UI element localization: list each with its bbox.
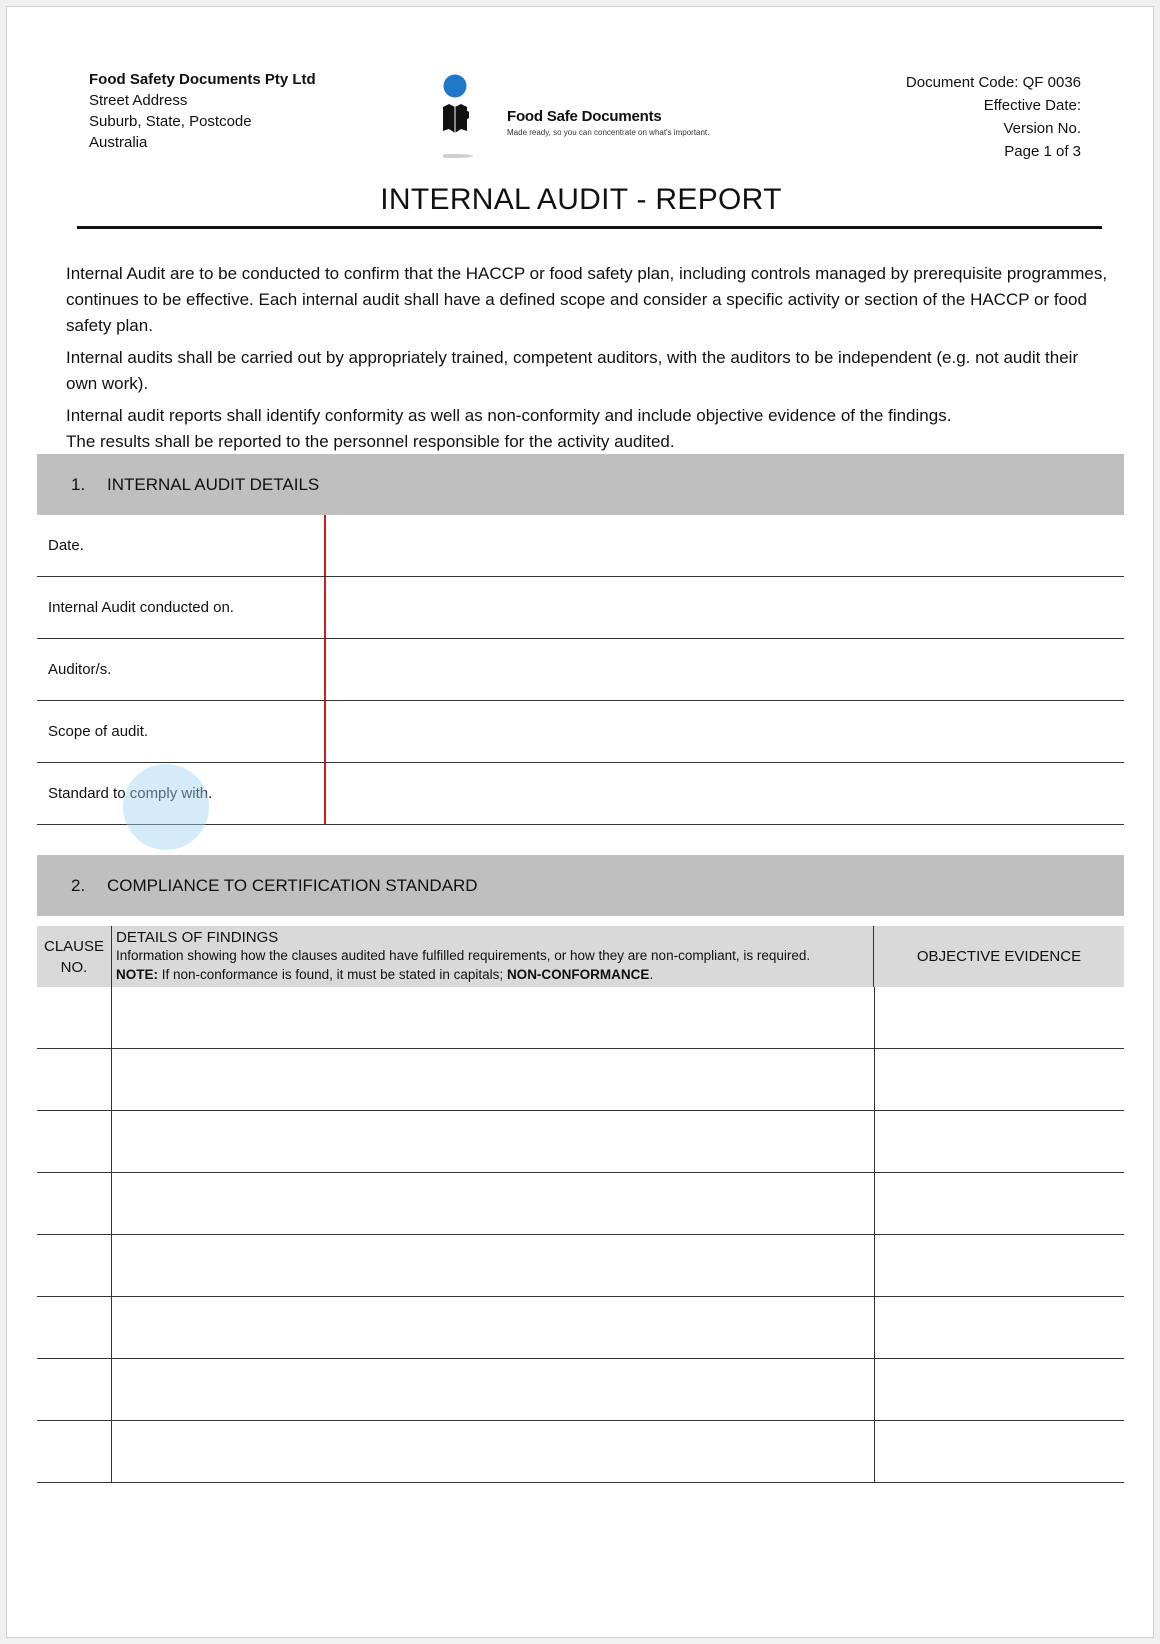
details-label-conducted-on: Internal Audit conducted on. xyxy=(48,599,234,616)
company-address-block xyxy=(89,69,316,153)
logo-brand-text: Food Safe Documents xyxy=(507,108,662,125)
document-page xyxy=(6,6,1154,1638)
company-name: Food Safety Documents Pty Ltd xyxy=(89,71,316,88)
note-label: NOTE: xyxy=(116,966,158,982)
details-label-scope: Scope of audit. xyxy=(48,723,149,740)
note-text: If non-conformance is found, it must be stated in capitals; xyxy=(158,966,507,982)
compliance-row-divider-evidence xyxy=(874,1297,875,1358)
compliance-row-divider-evidence xyxy=(874,1421,875,1482)
compliance-row xyxy=(37,1297,1124,1359)
details-label-auditors: Auditor/s. xyxy=(48,661,112,678)
details-value-auditors[interactable] xyxy=(324,639,326,700)
col-header-clause xyxy=(37,926,111,987)
compliance-row-divider-evidence xyxy=(874,1173,875,1234)
page-number: Page 1 of 3 xyxy=(1004,143,1081,160)
logo-tagline: Made ready, so you can concentrate on what's important. xyxy=(507,128,710,137)
compliance-row xyxy=(37,1421,1124,1483)
compliance-row xyxy=(37,1173,1124,1235)
compliance-row xyxy=(37,1235,1124,1297)
intro-paragraph-2: Internal audits shall be carried out by appropriately trained, competent auditors, with the auditors to be independent (e.g. not audit their own work). xyxy=(66,348,1079,393)
intro-text xyxy=(66,261,1111,455)
compliance-table-body xyxy=(37,987,1124,1485)
reader-logo-icon xyxy=(443,71,503,167)
compliance-row-divider-details xyxy=(111,1049,112,1110)
intro-paragraph-4: The results shall be reported to the personnel responsible for the activity audited. xyxy=(66,432,675,451)
compliance-row-divider-evidence xyxy=(874,1111,875,1172)
country: Australia xyxy=(89,134,148,151)
section-1-number: 1. xyxy=(71,475,86,494)
street-address: Street Address xyxy=(89,92,188,109)
effective-date: Effective Date: xyxy=(983,97,1081,114)
version-number: Version No. xyxy=(1003,120,1081,137)
col-header-details-note xyxy=(116,966,873,985)
compliance-row-divider-details xyxy=(111,1235,112,1296)
compliance-row-divider-details xyxy=(111,1111,112,1172)
details-value-conducted-on[interactable] xyxy=(324,577,326,638)
col-header-clause-line2: NO. xyxy=(60,959,88,976)
section-2-number: 2. xyxy=(71,876,86,895)
compliance-row xyxy=(37,987,1124,1049)
compliance-row-divider-evidence xyxy=(874,1235,875,1296)
details-row-conducted-on xyxy=(37,577,1124,639)
details-value-scope[interactable] xyxy=(324,701,326,762)
col-header-clause-line1: CLAUSE xyxy=(43,938,105,955)
click-highlight-indicator xyxy=(123,764,209,850)
compliance-row-divider-details xyxy=(111,1421,112,1482)
page-title: INTERNAL AUDIT - REPORT xyxy=(380,183,782,216)
details-label-date: Date. xyxy=(48,537,84,554)
company-logo xyxy=(443,71,743,167)
col-header-evidence: OBJECTIVE EVIDENCE xyxy=(916,948,1082,965)
section-1-header xyxy=(37,454,1124,515)
compliance-row xyxy=(37,1359,1124,1421)
col-header-details xyxy=(111,926,874,987)
suburb-state-postcode: Suburb, State, Postcode xyxy=(89,113,252,130)
section-2-title: COMPLIANCE TO CERTIFICATION STANDARD xyxy=(107,876,478,895)
compliance-row-divider-evidence xyxy=(874,987,875,1048)
compliance-row-divider-evidence xyxy=(874,1049,875,1110)
intro-paragraph-1: Internal Audit are to be conducted to confirm that the HACCP or food safety plan, including controls managed by prerequisite programmes, continues to be effective. Each internal audit shall have a defined scope and consider a specific activity or section of the HACCP or food safety plan. xyxy=(66,264,1108,335)
compliance-row-divider-evidence xyxy=(874,1359,875,1420)
details-row-auditors xyxy=(37,639,1124,701)
note-end: . xyxy=(649,966,654,982)
col-header-details-info: Information showing how the clauses audited have fulfilled requirements, or how they are non-compliant, is required. xyxy=(116,948,811,963)
title-underline xyxy=(77,226,1102,229)
compliance-row xyxy=(37,1111,1124,1173)
details-value-date[interactable] xyxy=(324,515,326,576)
compliance-row xyxy=(37,1049,1124,1111)
section-2-header xyxy=(37,855,1124,916)
compliance-row-divider-details xyxy=(111,1297,112,1358)
compliance-table-header xyxy=(37,926,1124,987)
compliance-row-divider-details xyxy=(111,987,112,1048)
col-header-details-title: DETAILS OF FINDINGS xyxy=(116,929,279,946)
document-code: Document Code: QF 0036 xyxy=(905,74,1081,91)
note-caps: NON-CONFORMANCE xyxy=(506,966,650,982)
compliance-row-divider-details xyxy=(111,1173,112,1234)
details-row-date xyxy=(37,515,1124,577)
intro-paragraph-3: Internal audit reports shall identify conformity as well as non-conformity and include objective evidence of the findings. xyxy=(66,406,952,425)
details-label-standard: Standard to comply with. xyxy=(48,785,213,802)
compliance-row-divider-details xyxy=(111,1359,112,1420)
details-value-standard[interactable] xyxy=(324,763,326,824)
document-info-block xyxy=(906,71,1081,163)
section-1-title: INTERNAL AUDIT DETAILS xyxy=(107,475,320,494)
details-row-scope xyxy=(37,701,1124,763)
